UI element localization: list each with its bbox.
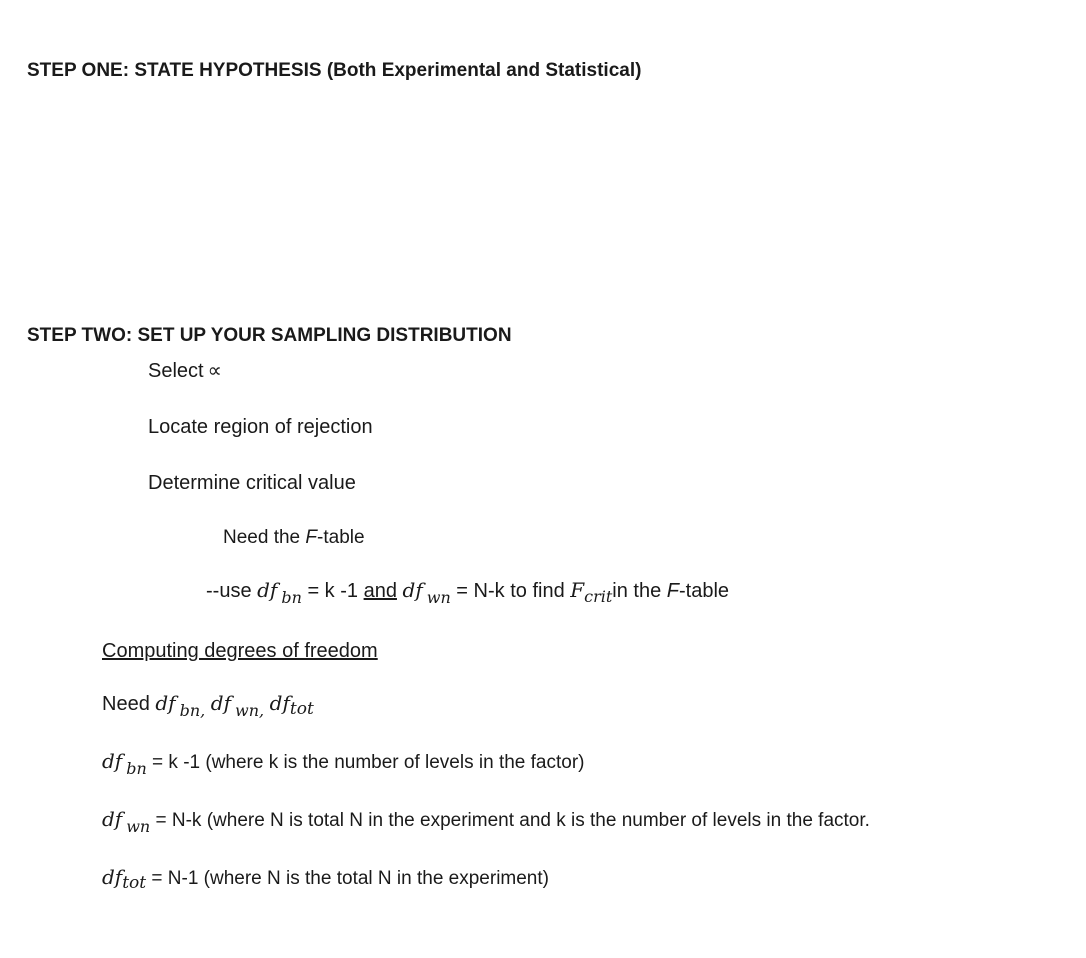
eq-k-minus-1: = k -1 [301,580,364,602]
df-bn: df [155,691,176,715]
use-df-line [206,578,730,607]
locate-region-line: Locate region of rejection [148,416,373,438]
df-wn: df [210,691,232,715]
df-tot-formula [102,865,549,893]
df-symbol-3: df [102,749,123,773]
step-two-heading: STEP TWO: SET UP YOUR SAMPLING DISTRIBUTION [27,325,512,346]
f-crit-symbol: F [570,578,585,602]
computing-title: Computing degrees of freedom [102,640,378,662]
in-the: in the [612,580,667,602]
need-f-table-line [223,528,365,547]
determine-critical-line: Determine critical value [148,472,356,494]
select-label: Select [148,360,204,382]
df-bn-formula [102,749,585,778]
f-italic-2: F [666,580,679,602]
tot-sub-2: tot [122,873,147,893]
eq-n-minus-k: = N-k to find [450,580,571,602]
need-prefix: Need [102,693,156,715]
df-bn-rest: = k -1 (where k is the number of levels in the factor) [146,752,585,773]
df-wn-formula [102,807,870,836]
step-one-heading: STEP ONE: STATE HYPOTHESIS (Both Experimental and Statistical) [27,60,642,81]
bn-subscript: bn [281,588,302,607]
bn-sub-2: bn [126,759,147,778]
df-symbol-5: df [102,865,123,889]
df-wn-rest: = N-k (where N is total N in the experiment and k is the number of levels in the factor. [150,810,870,831]
bn-sub: bn, [179,701,206,720]
df-tot-rest: = N-1 (where N is the total N in the experiment) [146,868,549,889]
table-suffix: -table [317,527,365,548]
df-tot: df [269,691,290,715]
wn-sub-2: wn [126,817,151,836]
use-prefix: --use [206,580,258,602]
wn-sub: wn, [235,701,265,720]
crit-subscript: crit [584,587,613,606]
df-symbol-4: df [102,807,123,831]
tot-sub: tot [289,699,314,719]
f-italic: F [305,527,318,548]
alpha-symbol: ∝ [207,360,222,382]
and-word: and [363,580,397,602]
df-symbol-2: df [402,578,423,602]
wn-subscript: wn [426,588,451,607]
select-alpha-line [148,361,222,381]
need-df-line [102,691,314,720]
need-label: Need the [223,527,306,548]
df-symbol: df [257,578,278,602]
table-suffix-2: -table [679,580,730,602]
